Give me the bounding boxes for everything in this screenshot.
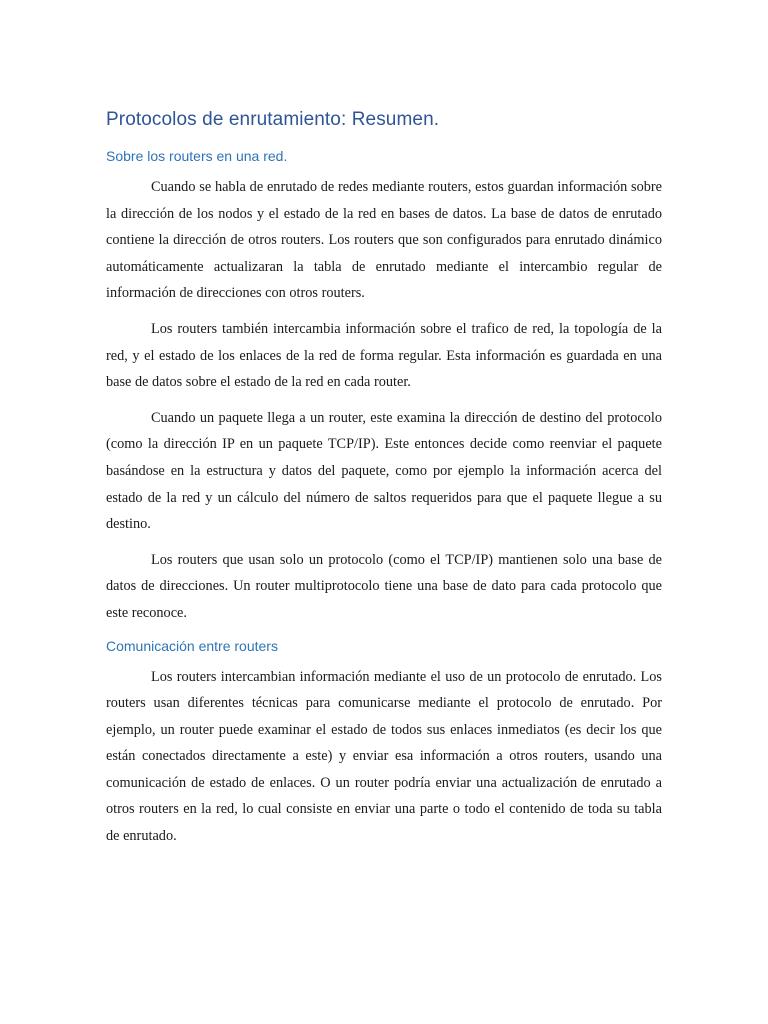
paragraph: Cuando un paquete llega a un router, este examina la dirección de destino del protocolo (como la dirección IP en un paquete TCP/IP). Este entonces decide como reenviar el paquete basándose en la estructura y datos del paquete, como por ejemplo la información acerca del estado de la red y un cálculo del número de saltos requeridos para que el paquete llegue a su destino. <box>106 409 662 533</box>
paragraph: Cuando se habla de enrutado de redes mediante routers, estos guardan información sobre la dirección de los nodos y el estado de la red en bases de datos. La base de datos de enrutado contiene la dirección de otros routers. Los routers que son configurados para enrutado dinámico automáticamente actualizaran la tabla de enrutado mediante el intercambio regular de información de direcciones con otros routers. <box>106 179 662 302</box>
document-content <box>106 108 662 859</box>
paragraph: Los routers intercambian información mediante el uso de un protocolo de enrutado. Los routers usan diferentes técnicas para comunicarse mediante el protocolo de enrutado. Por ejemplo, un router puede examinar el estado de todos sus enlaces inmediatos (es decir los que están conectados directamente a este) y enviar esa información a otros routers, usando una comunicación de estado de enlaces. O un router podría enviar una actualización de enrutado a otros routers en la red, lo cual consiste en enviar una parte o todo el contenido de toda su tabla de enrutado. <box>106 668 662 845</box>
section-heading-routers-en-red: Sobre los routers en una red. <box>106 148 288 164</box>
paragraph: Los routers también intercambia información sobre el trafico de red, la topología de la red, y el estado de los enlaces de la red de forma regular. Esta información es guardada en una base de datos sobre el estado de la red en cada router. <box>106 320 662 391</box>
section-heading-comunicacion: Comunicación entre routers <box>106 637 278 654</box>
document-title: Protocolos de enrutamiento: Resumen. <box>106 109 440 130</box>
paragraph: Los routers que usan solo un protocolo (como el TCP/IP) mantienen solo una base de datos de direcciones. Un router multiprotocolo tiene una base de dato para cada protocolo que este reconoce. <box>106 551 662 621</box>
